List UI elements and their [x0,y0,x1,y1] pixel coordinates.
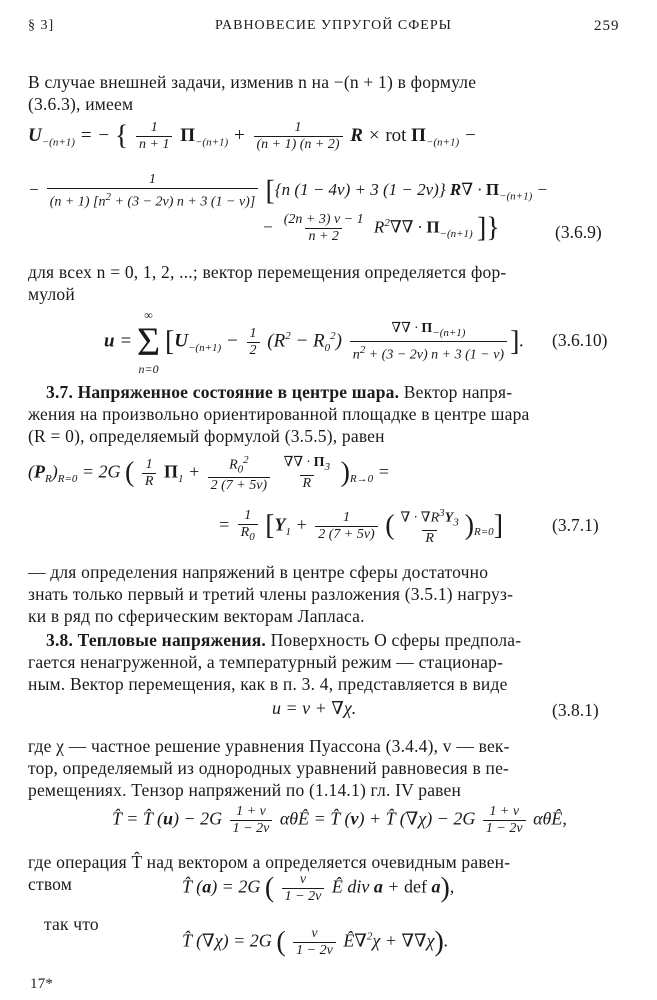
equation-grad-chi: T̂ (∇χ) = 2G ( $\frac{\nu}{1 - 2\nu}$ Ê∇$^2$χ + ∇∇χ). [182,926,449,958]
text-line: ки в ряд по сферическим векторам Лапласа. [28,606,365,626]
equation-369-line2: − $\frac{1}{(n + 1) [n^2 + (3 - 2\nu) n + 3 (1 - \nu)]}$ [{n (1 − 4ν) + 3 (1 − 2ν)} $R\nabla \cdot \Pi_{-(n+1)}$ − [28,172,548,210]
equation-stress-tensor: T̂ = T̂ (u) − 2G $\frac{1 + \nu}{1 - 2\nu}$ αθÊ = T̂ (v) + T̂ (∇χ) − 2G $\frac{1 + \nu}{1 - 2\nu}$ αθÊ, [112,804,567,836]
equation-369-line3: − $\frac{(2n + 3) \nu - 1}{n + 2}$ $R^2\nabla\nabla \cdot \Pi_{-(n+1)}$ ]} [262,212,500,244]
text-span: Вектор напря- [403,382,513,402]
text-line: где χ — частное решение уравнения Пуассона (3.4.4), v — век- [28,736,510,756]
text-line: (3.6.3), имеем [28,94,134,114]
equation-label: (3.6.10) [552,330,608,350]
text-line: тор, определяемый из однородных уравнений равновесия в пе- [28,758,510,778]
text-line: знать только первый и третий члены разложения (3.5.1) нагруз- [28,584,514,604]
equation-3610: u = ∞ Σ n=0 [$U_{-(n+1)}$ − $\frac{1}{2}$ $(R^2 - R_0^2)$ $\frac{\nabla\nabla \cdot \Pi_{-(n+1)}}{n^2 + (3 - 2\nu) n + 3 (1 - \nu)}$ ]. [104,308,525,376]
text-line: — для определения напряжений в центре сферы достаточно [28,562,489,582]
equation-381: u = v + ∇χ. [272,698,357,718]
header-page-number: 259 [594,18,620,34]
text-line: мулой [28,284,75,304]
equation-label: (3.6.9) [555,222,602,242]
text-line: гается ненагруженной, а температурный режим — стационар- [28,652,504,672]
equation-371-line1: $(P_R)_{R=0} = 2G$ ( $\frac{1}{R}$ $\Pi_1$ + $\frac{R_0^2}{2 (7 + 5\nu)}$ $\frac{\nabla\nabla \cdot \Pi_3}{R}$ )$_{R\to 0}$ = [28,454,390,494]
text-span: Поверхность O сферы предпола- [270,630,522,650]
text-line: для всех n = 0, 1, 2, ...; вектор перемещения определяется фор- [28,262,507,282]
text-line: так что [44,914,99,934]
section-38-line1 [46,630,521,651]
section-heading: 3.8. Тепловые напряжения. [46,630,266,650]
section-heading: 3.7. Напряженное состояние в центре шара. [46,382,400,402]
equation-label: (3.7.1) [552,515,599,535]
text-line: ремещениях. Тензор напряжений по (1.14.1) гл. IV равен [28,780,462,800]
text-line: где операция T̂ над вектором a определяется очевидным равен- [28,852,511,872]
equation-369-line1: $U_{-(n+1)}$ = − { $\frac{1}{n + 1}$ $\Pi_{-(n+1)}$ + $\frac{1}{(n + 1) (n + 2)}$ R × rot $\Pi_{-(n+1)}$ − [28,120,477,152]
text-line: В случае внешней задачи, изменив n на −(n + 1) в формуле [28,72,477,92]
text-line: жения на произвольно ориентированной площадке в центре шара [28,404,530,424]
text-line: (R = 0), определяемый формулой (3.5.5), равен [28,426,385,446]
header-title: РАВНОВЕСИЕ УПРУГОЙ СФЕРЫ [215,18,452,33]
section-37-line1 [46,382,512,403]
equation-371-line2: = $\frac{1}{R_0}$ [$Y_1$ + $\frac{1}{2 (7 + 5\nu)}$ ( $\frac{\nabla \cdot \nabla R^3Y_3}{R}$ )$_{R=0}$] [218,507,504,547]
header-section: § 3] [28,18,55,33]
signature-mark: 17* [30,976,54,992]
equation-operator-def: T̂ (a) = 2G ( $\frac{\nu}{1 - 2\nu}$ Ê div a + def a), [182,872,455,904]
text-line: ным. Вектор перемещения, как в п. 3. 4, представляется в виде [28,674,508,694]
equation-label: (3.8.1) [552,700,599,720]
text-line: ством [28,874,73,894]
